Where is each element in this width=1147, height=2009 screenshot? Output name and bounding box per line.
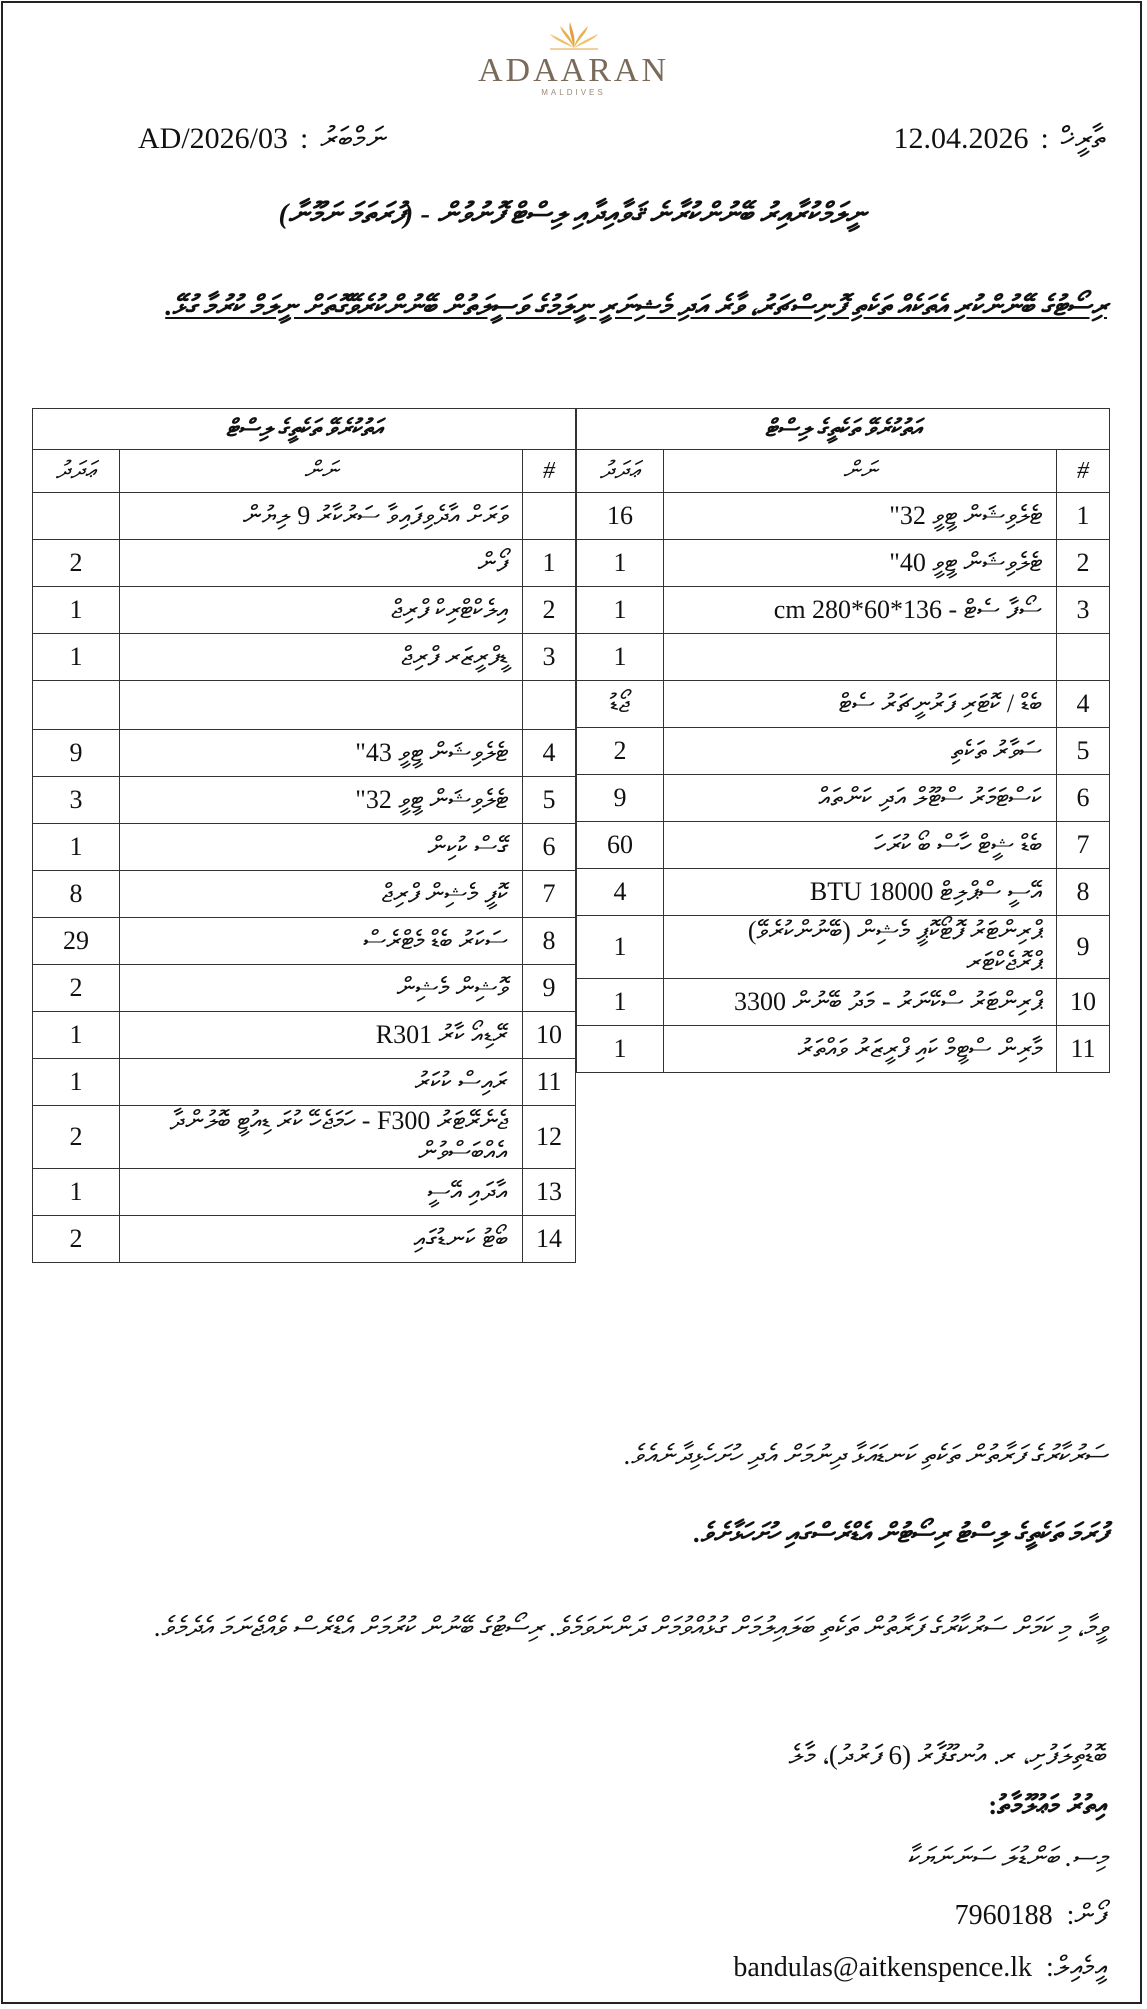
row-quantity: 1 bbox=[577, 540, 664, 587]
table-row bbox=[577, 979, 1110, 1026]
table-row bbox=[33, 918, 576, 965]
row-number: 6 bbox=[523, 824, 576, 871]
table-row bbox=[33, 493, 576, 540]
row-number: 4 bbox=[1057, 681, 1110, 728]
row-quantity: ޖޯޑު bbox=[577, 681, 664, 728]
col-num: # bbox=[1057, 450, 1110, 493]
row-number: 5 bbox=[1057, 728, 1110, 775]
items-table-b bbox=[32, 408, 576, 1263]
phone-value: 7960188 bbox=[954, 1900, 1053, 1931]
row-item-name: ކޮފީ މެޝިން ފްރިޖް bbox=[120, 871, 523, 918]
table-row bbox=[33, 587, 576, 634]
table-row bbox=[577, 916, 1110, 979]
row-quantity: 2 bbox=[33, 1106, 120, 1169]
row-quantity: 60 bbox=[577, 822, 664, 869]
logo-flame-icon bbox=[544, 20, 604, 50]
row-item-name: މާރިން ސްޓީމް ކައި ފްރީޒަރު ވައްތަރު bbox=[664, 1026, 1057, 1073]
items-table-a bbox=[576, 408, 1110, 1073]
row-quantity: 8 bbox=[33, 871, 120, 918]
table-row bbox=[577, 728, 1110, 775]
row-item-name: ޕްރިންޓަރު ފޮޓޯކޮޕީ މެޝިން (ބޭނުންކުރެވޭ) ޕްރޮޖެކްޓަރ bbox=[664, 916, 1057, 979]
row-item-name: ޖެނެރޭޓަރު F300 - ހަމަޖެހޭ ކުރަ ޑިއުޓީ ބޮލުންދާ އެއްބަސްވުން bbox=[120, 1106, 523, 1169]
row-number: 14 bbox=[523, 1216, 576, 1263]
row-quantity: 2 bbox=[33, 1216, 120, 1263]
table-row bbox=[33, 1012, 576, 1059]
row-number: 10 bbox=[1057, 979, 1110, 1026]
phone-label: ފޯން: bbox=[1066, 1900, 1107, 1931]
document-title: ނީލަމްކުރާއިރު ބޭނުންކުރާނެ ޤަވާއިދާއި ލިސްޓް ފޮނުވުން - (ފުރަތަމަ ނަމޫނާ) bbox=[278, 198, 866, 230]
date-value: 12.04.2026 bbox=[893, 122, 1029, 155]
row-quantity: 1 bbox=[33, 1059, 120, 1106]
row-number: 11 bbox=[523, 1059, 576, 1106]
row-quantity: 1 bbox=[577, 979, 664, 1026]
row-quantity: 2 bbox=[577, 728, 664, 775]
col-name: ނަން bbox=[664, 450, 1057, 493]
table-row bbox=[577, 775, 1110, 822]
company-logo bbox=[0, 20, 1147, 97]
row-number: 8 bbox=[1057, 869, 1110, 916]
row-item-name: ސޯފާ ސެޓް - 136*60*280 cm bbox=[664, 587, 1057, 634]
table-row bbox=[33, 681, 576, 730]
row-number: 9 bbox=[1057, 916, 1110, 979]
row-item-name: ގޭސް ކުކިން bbox=[120, 824, 523, 871]
reference-label: ނަމްބަރު bbox=[320, 122, 387, 155]
row-quantity: 1 bbox=[33, 1169, 120, 1216]
col-qty: ޢަދަދު bbox=[577, 450, 664, 493]
table-row bbox=[33, 1169, 576, 1216]
row-item-name: ޑީފްރީޒަރ ފްރިޖް bbox=[120, 634, 523, 681]
table-row bbox=[33, 824, 576, 871]
row-item-name: ރައިސް ކުކަރު bbox=[120, 1059, 523, 1106]
table-row bbox=[33, 777, 576, 824]
row-number: 2 bbox=[523, 587, 576, 634]
row-quantity: 2 bbox=[33, 540, 120, 587]
row-item-name: އާދައި އޭސީ bbox=[120, 1169, 523, 1216]
row-item-name: އިލެކްޓްރިކް ފްރިޖް bbox=[120, 587, 523, 634]
table-a-body bbox=[577, 493, 1110, 1073]
contact-phone bbox=[955, 1900, 1107, 1932]
table-row bbox=[577, 587, 1110, 634]
row-number: 5 bbox=[523, 777, 576, 824]
address-line: ބޮޑުތިލަފުށި، ރ. އުނގޫފާރު (6 ފަރުދު)، މާލެ bbox=[788, 1740, 1107, 1770]
row-quantity bbox=[33, 493, 120, 540]
row-item-name: ވަރަށް އާދެވިފައިވާ ސަރުކާރު 9 ލިޔުން bbox=[120, 493, 523, 540]
table-b-body bbox=[33, 493, 576, 1263]
row-item-name: ބެޑް ޝީޓް ހާސް ބޯ ކުރަހަ bbox=[664, 822, 1057, 869]
row-number: 7 bbox=[1057, 822, 1110, 869]
row-quantity: 9 bbox=[577, 775, 664, 822]
row-item-name: ބެޑް / ކޮޓަރި ފަރުނީޗަރު ސެޓް bbox=[664, 681, 1057, 728]
row-quantity: 1 bbox=[33, 1012, 120, 1059]
row-number: 8 bbox=[523, 918, 576, 965]
document-date: ތާރީޚް : 12.04.2026 bbox=[893, 122, 1105, 155]
row-item-name: ބޯޓު ކަނޑުގައި bbox=[120, 1216, 523, 1263]
email-value: bandulas@aitkenspence.lk bbox=[733, 1952, 1033, 1983]
row-number: 10 bbox=[523, 1012, 576, 1059]
row-item-name: އޭސީ ސްޕްލިޓް BTU 18000 bbox=[664, 869, 1057, 916]
row-number: 3 bbox=[523, 634, 576, 681]
table-row bbox=[33, 1059, 576, 1106]
row-item-name bbox=[120, 681, 523, 730]
row-item-name: ކަސްޓަމަރު ސްޓޫލް އަދި ކަންތައް bbox=[664, 775, 1057, 822]
row-quantity: 9 bbox=[33, 730, 120, 777]
row-number: 7 bbox=[523, 871, 576, 918]
row-quantity: 1 bbox=[33, 634, 120, 681]
table-row bbox=[33, 634, 576, 681]
row-item-name: ސަކަރު ބެޑް މެޓްރެސް bbox=[120, 918, 523, 965]
row-item-name: ރޭޑިއޯ ކާރު R301 bbox=[120, 1012, 523, 1059]
col-name: ނަން bbox=[120, 450, 523, 493]
row-quantity: 1 bbox=[33, 587, 120, 634]
row-number: 11 bbox=[1057, 1026, 1110, 1073]
row-number: 9 bbox=[523, 965, 576, 1012]
date-label: ތާރީޚް bbox=[1060, 122, 1105, 155]
table-row bbox=[33, 1106, 576, 1169]
table-row bbox=[577, 869, 1110, 916]
contact-name: މިސ. ބަންޑުލަ ސަނަނަޔަކާ bbox=[906, 1842, 1107, 1872]
email-label: އީމެއިލް: bbox=[1046, 1952, 1107, 1983]
table-row bbox=[577, 493, 1110, 540]
row-number bbox=[523, 681, 576, 730]
row-number: 12 bbox=[523, 1106, 576, 1169]
row-item-name: ޓެލެވިޝަން ޓީވީ 43" bbox=[120, 730, 523, 777]
row-item-name: ފޯން bbox=[120, 540, 523, 587]
reference-value: AD/2026/03 bbox=[138, 122, 288, 155]
table-a-caption: އަތުކުރެވޭ ތަކެތީގެ ލިސްޓް bbox=[577, 409, 1110, 450]
row-item-name: ވޮޝިން މެޝިން bbox=[120, 965, 523, 1012]
contact-email bbox=[733, 1952, 1107, 1984]
col-num: # bbox=[523, 450, 576, 493]
row-quantity: 16 bbox=[577, 493, 664, 540]
table-row bbox=[33, 1216, 576, 1263]
col-qty: ޢަދަދު bbox=[33, 450, 120, 493]
row-number bbox=[523, 493, 576, 540]
table-row bbox=[577, 681, 1110, 728]
row-item-name bbox=[664, 634, 1057, 681]
table-row bbox=[577, 1026, 1110, 1073]
paragraph-3: ވީމާ، މި ކަމަށް ސަރުކާރުގެ ފަރާތުން ތަކެތި ބަލައިލުމަށް ގުޅުއްވުމަށް ދަންނަވަމެވެ. ރިސޯޓުގެ ބޭނުން ކުރުމަށް އެޑްރެސް ވެއްޖެނަމަ އެދެމެވެ. bbox=[154, 1612, 1107, 1642]
row-quantity: 1 bbox=[577, 1026, 664, 1073]
row-item-name: ޓެލެވިޝަން ޓީވީ 32" bbox=[120, 777, 523, 824]
row-number: 3 bbox=[1057, 587, 1110, 634]
paragraph-2: ފުރަމަ ތަކެތީގެ ލިސްޓު ރިސޯޓުން އެޑްރެސްގައި ހުށަހަޅާށެވެ. bbox=[693, 1518, 1107, 1548]
row-item-name: ސަވާރު ތަކެތި bbox=[664, 728, 1057, 775]
logo-subtitle: MALDIVES bbox=[541, 88, 606, 97]
table-row bbox=[577, 540, 1110, 587]
row-item-name: ޓެލެވިޝަން ޓީވީ 40" bbox=[664, 540, 1057, 587]
row-quantity: 1 bbox=[577, 634, 664, 681]
reference-number: ނަމްބަރު : AD/2026/03 bbox=[138, 122, 387, 155]
table-row bbox=[33, 540, 576, 587]
table-b-caption: އަތުކުރެވޭ ތަކެތީގެ ލިސްޓް bbox=[33, 409, 576, 450]
logo-wordmark: ADAARAN bbox=[478, 52, 669, 89]
paragraph-1: ސަރުކާރުގެ ފަރާތުން ތަކެތި ކަނޑައަޅާ ދިނުމަށް އެދި ހުށަހެޅިދާނެއެވެ. bbox=[624, 1440, 1107, 1470]
row-quantity: 29 bbox=[33, 918, 120, 965]
row-quantity: 1 bbox=[577, 587, 664, 634]
table-row bbox=[33, 871, 576, 918]
document-subject: ރިސޯޓުގެ ބޭނުންކުރި އެތަކެއް ތަކެތި ފޮނިސްޗަރު، ވާރެ އަދި މެޝިނަރީ ނީލަމުގެ ވަސީލަތުން ބޭނުންކުރެވޭގޮތަށް ނީލަމް ކުރުމާ ގުޅޭ. bbox=[165, 291, 1107, 322]
row-item-name: ޕްރިންޓަރު ސްކޭނަރު - މަދު ބޭނުން 3300 bbox=[664, 979, 1057, 1026]
row-number: 2 bbox=[1057, 540, 1110, 587]
row-quantity bbox=[33, 681, 120, 730]
table-row bbox=[577, 634, 1110, 681]
row-quantity: 4 bbox=[577, 869, 664, 916]
row-quantity: 1 bbox=[577, 916, 664, 979]
row-number bbox=[1057, 634, 1110, 681]
row-quantity: 2 bbox=[33, 965, 120, 1012]
row-number: 4 bbox=[523, 730, 576, 777]
table-row bbox=[33, 965, 576, 1012]
table-row bbox=[577, 822, 1110, 869]
row-quantity: 3 bbox=[33, 777, 120, 824]
row-number: 13 bbox=[523, 1169, 576, 1216]
row-number: 1 bbox=[523, 540, 576, 587]
row-number: 6 bbox=[1057, 775, 1110, 822]
table-row bbox=[33, 730, 576, 777]
contact-heading: އިތުރު މަޢުލޫމާތު: bbox=[988, 1790, 1107, 1820]
row-quantity: 1 bbox=[33, 824, 120, 871]
row-item-name: ޓެލެވިޝަން ޓީވީ 32" bbox=[664, 493, 1057, 540]
row-number: 1 bbox=[1057, 493, 1110, 540]
